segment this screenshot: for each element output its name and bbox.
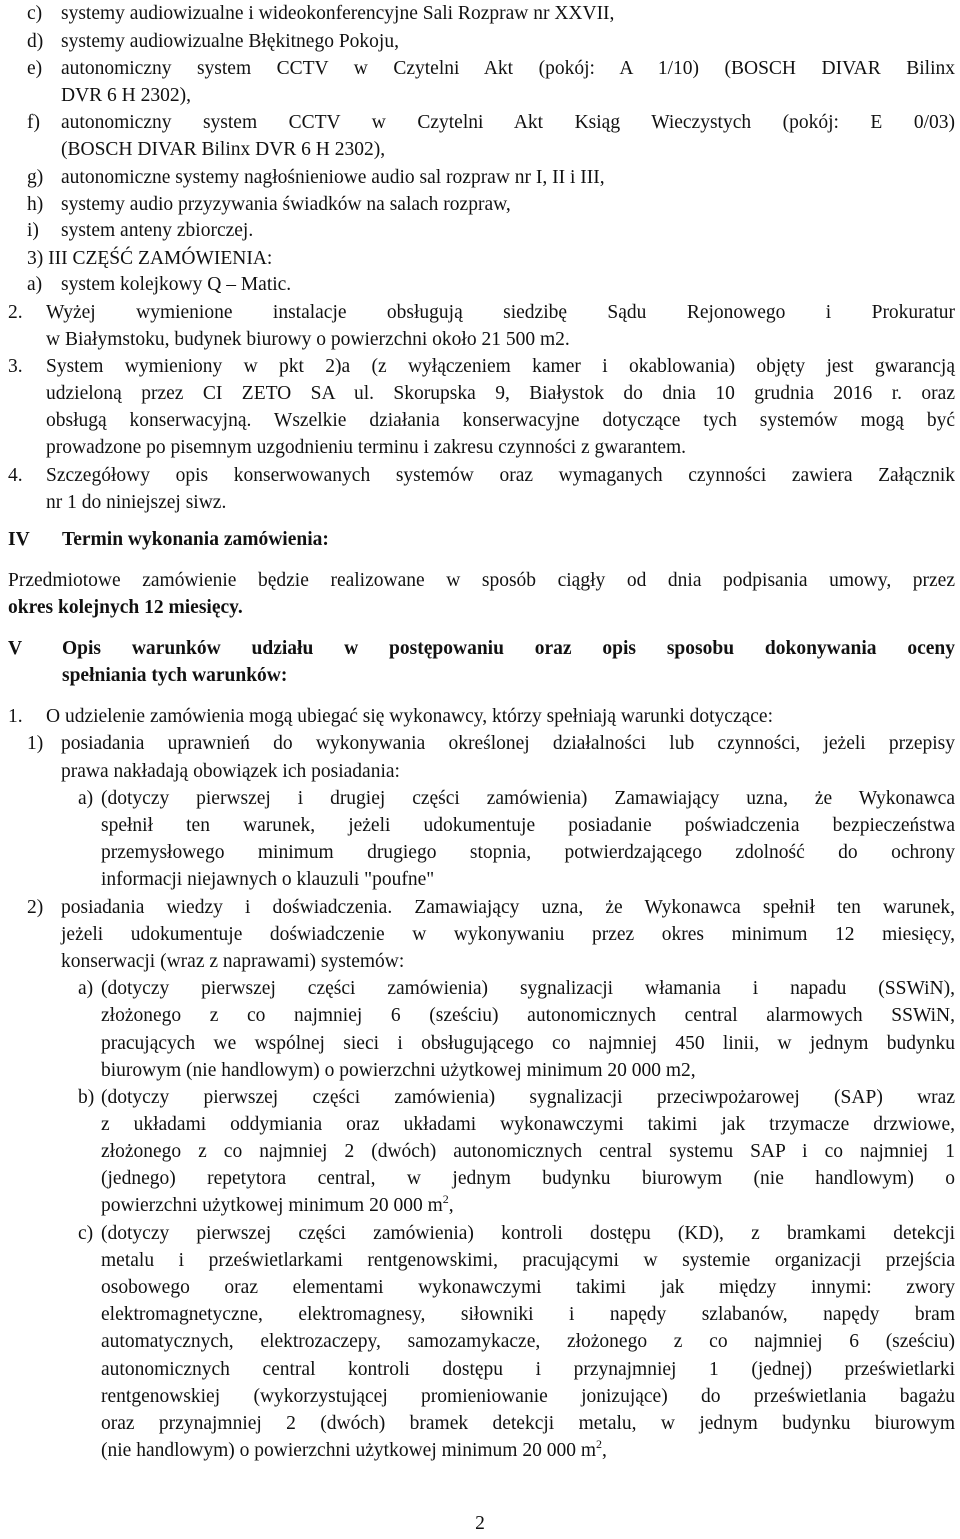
- section-number: IV: [8, 529, 30, 550]
- paragraph-line: konserwacji (wraz z naprawami) systemów:: [61, 951, 405, 972]
- list-item: systemy audiowizualne i wideokonferencyjne Sali Rozpraw nr XXVII,: [61, 3, 615, 24]
- superscript: 2: [442, 1192, 449, 1206]
- list-item: system kolejkowy Q – Matic.: [61, 274, 292, 295]
- paragraph-line: złożonego z co najmniej 6 (sześciu) autonomicznych central alarmowych SSWiN,: [101, 1005, 955, 1026]
- list-number: 4.: [8, 465, 23, 486]
- list-item: system anteny zbiorczej.: [61, 220, 254, 241]
- paragraph-line: jeżeli udokumentuje doświadczenie w wykonywaniu przez okres minimum 12 miesięcy,: [61, 924, 955, 945]
- section-heading: Termin wykonania zamówienia:: [62, 529, 329, 550]
- list-item: autonomiczne systemy nagłośnieniowe audio sal rozpraw nr I, II i III,: [61, 167, 605, 188]
- list-item-cont: DVR 6 H 2302),: [61, 85, 191, 106]
- paragraph-line: (dotyczy pierwszej części zamówienia) sygnalizacji przeciwpożarowej (SAP) wraz: [101, 1087, 955, 1108]
- list-number: 3.: [8, 356, 23, 377]
- section-heading: Opis warunków udziału w postępowaniu oraz opis sposobu dokonywania oceny: [62, 638, 955, 659]
- paragraph-line: autonomicznych central kontroli dostępu i przynajmniej 1 (jednej) prześwietlarki: [101, 1359, 955, 1380]
- paragraph-line: nr 1 do niniejszej siwz.: [46, 492, 227, 513]
- paragraph-line: Szczegółowy opis konserwowanych systemów oraz wymaganych czynności zawiera Załącznik: [46, 465, 955, 486]
- paragraph-line: [101, 1194, 454, 1218]
- list-marker: a): [78, 788, 94, 809]
- paragraph-line: Wyżej wymienione instalacje obsługują siedzibę Sądu Rejonowego i Prokuratur: [46, 302, 955, 323]
- paragraph-line: biurowym (nie handlowym) o powierzchni użytkowej minimum 20 000 m2,: [101, 1060, 696, 1081]
- paragraph-line: O udzielenie zamówienia mogą ubiegać się wykonawcy, którzy spełniają warunki dotyczące:: [46, 706, 773, 727]
- paragraph-line: automatycznych, elektrozaczepy, samozamykacze, złożonego z co najmniej 6 (sześciu): [101, 1331, 955, 1352]
- text-run: ,: [602, 1440, 607, 1461]
- list-item: autonomiczny system CCTV w Czytelni Akt Ksiąg Wieczystych (pokój: E 0/03): [61, 112, 955, 133]
- paragraph-line: System wymieniony w pkt 2)a (z wyłączeniem kamer i okablowania) objęty jest gwarancją: [46, 356, 955, 377]
- list-number: 1): [27, 733, 44, 754]
- list-number: 1.: [8, 706, 23, 727]
- paragraph-line: (dotyczy pierwszej części zamówienia) sygnalizacji włamania i napadu (SSWiN),: [101, 978, 955, 999]
- paragraph-line: rentgenowskiej (wykorzystującej promieniowanie jonizujące) do prześwietlania bagażu: [101, 1386, 955, 1407]
- section-number: V: [8, 638, 23, 659]
- list-marker: a): [27, 274, 43, 295]
- paragraph-line: (dotyczy pierwszej i drugiej części zamówienia) Zamawiający uzna, że Wykonawca: [101, 788, 955, 809]
- paragraph-line: prawa nakładają obowiązek ich posiadania:: [61, 761, 400, 782]
- section-heading: spełniania tych warunków:: [62, 665, 288, 686]
- paragraph-line: okres kolejnych 12 miesięcy.: [8, 597, 243, 618]
- list-item: autonomiczny system CCTV w Czytelni Akt (pokój: A 1/10) (BOSCH DIVAR Bilinx: [61, 58, 955, 79]
- list-marker: c): [27, 3, 43, 24]
- paragraph-line: pracujących we wspólnej sieci i obsługującego co najmniej 450 linii, w jednym budynku: [101, 1033, 955, 1054]
- list-marker: b): [78, 1087, 95, 1108]
- list-number: 2): [27, 897, 44, 918]
- paragraph-line: elektromagnetyczne, elektromagnesy, siłowniki i napędy szlabanów, napędy bram: [101, 1304, 955, 1325]
- paragraph-line: w Białymstoku, budynek biurowy o powierzchni około 21 500 m2.: [46, 329, 570, 350]
- paragraph-line: złożonego z co najmniej 2 (dwóch) autonomicznych central systemu SAP i co najmniej 1: [101, 1141, 955, 1162]
- paragraph-line: (dotyczy pierwszej części zamówienia) kontroli dostępu (KD), z bramkami detekcji: [101, 1223, 955, 1244]
- list-number: 2.: [8, 302, 23, 323]
- paragraph-line: prowadzone po pisemnym uzgodnieniu terminu i zakresu czynności z gwarantem.: [46, 437, 687, 458]
- paragraph-line: posiadania uprawnień do wykonywania określonej działalności lub czynności, jeżeli przepisy: [61, 733, 955, 754]
- paragraph-line: udzieloną przez CI ZETO SA ul. Skorupska 9, Białystok do dnia 10 grudnia 2016 r. oraz: [46, 383, 955, 404]
- paragraph-line: [101, 1439, 607, 1463]
- paragraph-line: (jednego) repetytora central, w jednym budynku biurowym (nie handlowym) o: [101, 1168, 955, 1189]
- text-run: (nie handlowym) o powierzchni użytkowej minimum 20 000 m: [101, 1440, 596, 1461]
- paragraph-line: spełnił ten warunek, jeżeli udokumentuje posiadanie poświadczenia bezpieczeństwa: [101, 815, 955, 836]
- list-marker: g): [27, 167, 44, 188]
- list-marker: c): [78, 1223, 94, 1244]
- page-number: 2: [475, 1513, 485, 1534]
- list-item-cont: (BOSCH DIVAR Bilinx DVR 6 H 2302),: [61, 139, 386, 160]
- paragraph-line: metalu i prześwietlarkami rentgenowskimi, pracującymi w systemie organizacji przejścia: [101, 1250, 955, 1271]
- paragraph-line: obsługą konserwacyjną. Wszelkie działania konserwacyjne dotyczące tych systemów mogą być: [46, 410, 955, 431]
- text-run: powierzchni użytkowej minimum 20 000 m: [101, 1195, 443, 1216]
- list-marker: e): [27, 58, 43, 79]
- section-part3: 3) III CZĘŚĆ ZAMÓWIENIA:: [27, 248, 273, 269]
- list-marker: h): [27, 194, 44, 215]
- list-marker: a): [78, 978, 94, 999]
- text-run: ,: [448, 1195, 454, 1216]
- paragraph-line: przemysłowego minimum drugiego stopnia, potwierdzającego zdolność do ochrony: [101, 842, 955, 863]
- list-marker: f): [27, 112, 40, 133]
- superscript: 2: [596, 1437, 602, 1451]
- paragraph-line: z układami oddymiania oraz układami wykonawczymi takimi jak trzymacze drzwiowe,: [101, 1114, 955, 1135]
- paragraph-line: Przedmiotowe zamówienie będzie realizowane w sposób ciągły od dnia podpisania umowy, przez: [8, 570, 955, 591]
- paragraph-line: posiadania wiedzy i doświadczenia. Zamawiający uzna, że Wykonawca spełnił ten warunek,: [61, 897, 955, 918]
- list-marker: d): [27, 31, 44, 52]
- list-marker: i): [27, 220, 39, 241]
- list-item: systemy audio przyzywania świadków na salach rozpraw,: [61, 194, 511, 215]
- list-item: systemy audiowizualne Błękitnego Pokoju,: [61, 31, 399, 52]
- paragraph-line: oraz przynajmniej 2 (dwóch) bramek detekcji metalu, w jednym budynku biurowym: [101, 1413, 955, 1434]
- paragraph-line: informacji niejawnych o klauzuli "poufne": [101, 869, 435, 890]
- paragraph-line: osobowego oraz elementami wykonawczymi takimi jak między innymi: zwory: [101, 1277, 955, 1298]
